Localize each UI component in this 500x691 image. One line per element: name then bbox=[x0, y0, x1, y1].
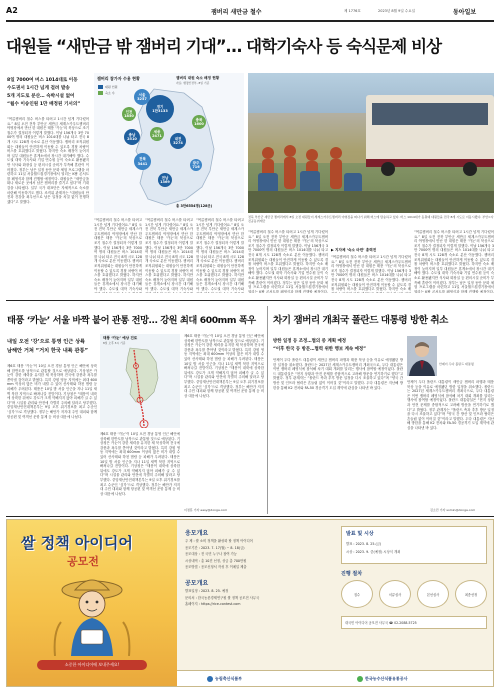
legend-swatch bbox=[98, 91, 103, 95]
sponsor-logo-1 bbox=[207, 676, 242, 682]
map-legend-source: 자료: 행정안전부, 8일 기준 bbox=[176, 81, 210, 85]
section-title: 잼버리 새만금 철수 bbox=[211, 9, 262, 16]
flow-step bbox=[417, 580, 449, 608]
issue-date: 2023년 8월 9일 수요일 bbox=[378, 9, 415, 13]
typhoon-body-col2: 제6호 태풍 ‘카눈’이 10일 오전 경남 통영 인근 해안에 상륙해 한반도를 남북으로 관통할 것으로 예상된다. 기상청은 카눈이 강한 세력을 유지한 채 북상하며 전국에 강풍과 폭우를 쏟아낼 것이라고 밝혔다. 특히 강원 영동 지역에는 최대 600mm 이상의 많은 비가 내릴 수 있어 산사태와 하천 범람 등 피해가 우려된다. 태풍은 10일 밤 서울 인근을 지나 11일 새벽 북한 지역으로 빠져나갈 전망이다. 기상청은 “태풍이 내륙에 상륙한 뒤에도 강도가 크게 약해지지 않아 피해가 클 수 있다”며 시설물 관리와 안전에 각별히 주의해 달라고 당부했다. 중앙재난안전대책본부는 9일 오후 위기경보를 최고 수준인 ‘심각’으로 격상했다. 정부는 해안가 저지대 주민 대피와 함께 항공편 및 여객선 운항 통제 등 비상 대응에 나섰다. bbox=[100, 432, 180, 496]
bubble-label: 충북 bbox=[195, 117, 203, 122]
apply-item: 시상내역 : 총 10건 선정, 상금 총 700만원 bbox=[185, 558, 247, 563]
flow-title: 진행 절차 bbox=[341, 571, 363, 577]
deck-line: 5개 지도로 분산… 숙박시설 없어 bbox=[7, 94, 75, 99]
apply-item: 응모기간 : 2023. 7. 17(월) ~ 8. 18(금) bbox=[185, 545, 245, 550]
flow-step-label: 본선심사 bbox=[426, 592, 440, 597]
paper-name: 동아일보 bbox=[453, 9, 477, 16]
bubble-jeonbuk bbox=[134, 153, 151, 170]
flow-step bbox=[379, 580, 411, 608]
rice-contest-ad bbox=[6, 519, 494, 687]
bubble-value: 1만3133 bbox=[152, 109, 168, 113]
sponsor-1-icon bbox=[207, 676, 213, 682]
flow-step-label: 접수 bbox=[353, 592, 361, 597]
bubble-daejeon bbox=[170, 133, 186, 149]
ad-title: 쌀 정책 아이디어 bbox=[21, 534, 133, 552]
bubble-label: 전북 bbox=[139, 157, 146, 162]
result-item: 시상 : 2023. 9. 중(예정) 시상식 개최 bbox=[346, 550, 401, 554]
top-story-body-col3: “여름잼버리 철수 버스를 타려고 1시간 넘게 기다렸어요.” 8일 오전 전북 부안군 새만금 세계스카우트잼버리 야영장에서 만난 한 대원은 태풍 ‘카눈’의 북상으로 조기 철수가 결정되자 이렇게 말했다. 이날 156개국 3만 7000여 명의 대원들은 버스 1014대를 나눠 타고 전국 8개 시도 128개 숙소로 분산 이동했다. 잼버리 조직위원회는 대원들이 안전하게 이동할 수 있도록 경찰 차량이 버스를 호위했다고 밝혔다. 하지만 숙소 배정이 늦어지며 일부 대원들은 휴게소에서 장시간 대기해야 했다. 수도권 대학 기숙사와 bbox=[145, 218, 193, 291]
flow-steps bbox=[341, 580, 487, 610]
deck-line: 8일 7000여 버스 1014대로 이동 bbox=[7, 78, 78, 83]
bubble-label: 경기 bbox=[156, 104, 164, 109]
bubble-gwangju bbox=[190, 159, 202, 171]
page-number: A2 bbox=[6, 6, 18, 15]
bubble-chungnam bbox=[124, 129, 140, 145]
deck-line: 수도권서 1시간 넘게 걸려 발송 bbox=[7, 86, 70, 91]
apply-item: 응모방법 : 응모신청서 작성 후 이메일 제출 bbox=[185, 565, 247, 569]
apply-title: 응모개요 bbox=[185, 530, 209, 537]
bubble-value: 716 bbox=[192, 165, 200, 169]
ad-footer bbox=[177, 670, 494, 687]
sponsor-logo-2 bbox=[357, 676, 408, 682]
deck-line: 방한 일정 등 조정…협의 중 계획 예정 bbox=[273, 339, 346, 344]
prize-item: 발표일정 : 2023. 8. 25. 예정 bbox=[185, 589, 229, 593]
poland-headline: 차기 잼버리 개최국 폴란드 대통령 방한 취소 bbox=[273, 315, 448, 326]
president-photo bbox=[407, 336, 437, 376]
bubble-value: 2510 bbox=[127, 137, 137, 141]
bubble-value: 3441 bbox=[137, 161, 148, 166]
bubble-label: 인천 bbox=[125, 109, 133, 114]
ad-separator bbox=[6, 516, 494, 517]
apply-list bbox=[185, 538, 335, 571]
poland-body-col1: 안제이 두다 폴란드 대통령이 새만금 잼버리 파행과 태풍 북상 등을 이유로 예정됐던 방한 일정을 취소했다. 폴란드는 2027년 세계스카우트잼버리 개최국으로, 두다 대통령은 이번 잼버리 폐영식에 참석해 차기 대회 개최를 알리는 행사에 참여할 예정이었다. 폴란드 대통령실은 “현지 상황과 안전 문제를 종합적으로 고려해 방문을 연기하기로 했다”고 밝혔다. 정부 관계자는 “폴란드 측과 추후 방문 일정을 다시 조율하고 있다”며 “양국 간 방산 및 인프라 협력은 흔들림 없이 이어질 것”이라고 말했다. 두다 대통령은 지난해 방한을 통해 K2 전차와 FA-50 경공격기 도입 계약에 관심을 나타낸 바 있다. bbox=[273, 358, 403, 390]
result-box bbox=[341, 526, 487, 564]
bubble-value: 2471 bbox=[152, 134, 162, 138]
bubble-value: 3274 bbox=[173, 141, 183, 145]
typhoon-path-drawing bbox=[100, 344, 180, 428]
masthead bbox=[6, 5, 494, 19]
poland-deck bbox=[273, 338, 403, 354]
legend-swatch bbox=[98, 85, 103, 89]
top-story-body-col5: “여름잼버리 철수 버스를 타려고 1시간 넘게 기다렸어요.” 8일 오전 전북 부안군 새만금 세계스카우트잼버리 야영장에서 만난 한 대원은 태풍 ‘카눈’의 북상으로 조기 철수가 결정되자 이렇게 말했다. 이날 156개국 3만 7000여 명의 대원들은 버스 1014대를 나눠 타고 전국 8개 시도 128개 숙소로 분산 이동했다. 잼버리 조직위원회는 대원들이 안전하게 이동할 수 있도록 경찰 차량이 버스를 호위했다고 밝혔다. 하지만 숙소 배정이 늦어지며 일부 대원들은 휴게소에서 장시간 대기해야 했다. 수도권 대학 기숙사와 기업 연수원 등이 숙소로 활용됐지만 식사와 화장실 등 편의시설 준비가 부족해 혼란이 이어졌다. 정부는 남은 일정 동안 문화 체험 프로그램을 마련하고 11일 서울월드컵경기장에서 열리는 K팝 콘서트를 폐영식과 함께 진행할 예정이다. bbox=[248, 230, 328, 293]
portrait-illustration bbox=[407, 336, 437, 376]
map-legend-title: 잼버리 대원 숙소 배정 현황 bbox=[176, 76, 220, 80]
photo-caption: 전북 부안군 새만금 잼버리에서 8일 오전 대원들이 세계스카우트잼버리 야영장을 떠나기 위해 버스에 탑승하고 있다. 버스 1014대가 동원돼 대원들을 전국 8개 시도로 이동시켰다. 부안=사진공동취재단 bbox=[248, 215, 494, 223]
ad-title-2: 공모전 bbox=[67, 555, 99, 568]
prize-list bbox=[185, 588, 335, 608]
typhoon-body-col3: 제6호 태풍 ‘카눈’이 10일 오전 경남 통영 인근 해안에 상륙해 한반도를 남북으로 관통할 것으로 예상된다. 기상청은 카눈이 강한 세력을 유지한 채 북상하며 전국에 강풍과 폭우를 쏟아낼 것이라고 밝혔다. 특히 강원 영동 지역에는 최대 600mm 이상의 많은 비가 내릴 수 있어 산사태와 하천 범람 등 피해가 우려된다. 태풍은 10일 밤 서울 인근을 지나 11일 새벽 북한 지역으로 빠져나갈 전망이다. 기상청은 “태풍이 내륙에 상륙한 뒤에도 강도가 크게 약해지지 않아 피해가 클 수 있다”며 시설물 관리와 안전에 각별히 주의해 달라고 당부했다. 중앙재난안전대책본부는 9일 오후 위기경보를 최고 수준인 ‘심각’으로 격상했다. 정부는 해안가 저지대 주민 대피와 함께 항공편 및 여객선 운항 통제 등 비상 대응에 나섰다. bbox=[184, 334, 264, 398]
farmer-character-illustration bbox=[47, 572, 137, 656]
typhoon-byline: 이정훈 기자 easy@donga.com bbox=[184, 508, 228, 512]
ad-contact: 대국민 아이디어 공모전 사무국 ☎ 02-2088-5725 bbox=[341, 616, 487, 629]
apply-item: 응모대상 : 전 국민 누구나 참여 가능 bbox=[185, 552, 237, 556]
sponsor-2-name: 한국농수산식품유통공사 bbox=[365, 676, 408, 681]
bubble-label: 세종 bbox=[153, 129, 161, 134]
typhoon-headline: 태풍 ‘카눈’ 서울 바짝 붙어 관통 전망… 강원 최대 600mm 폭우 bbox=[7, 315, 256, 326]
bubble-seoul bbox=[134, 89, 150, 105]
legend-label: 대원 인원 bbox=[105, 85, 118, 89]
typhoon-track-map bbox=[100, 334, 180, 428]
result-title: 발표 및 시상 bbox=[346, 531, 374, 537]
legend-label: 숙소 수 bbox=[105, 91, 115, 95]
flow-step-label: 최종선정 bbox=[464, 592, 478, 597]
bubble-label: 전남 bbox=[161, 175, 169, 180]
typhoon-map-subtitle: 8일 오후 3시 기준 bbox=[103, 341, 126, 345]
typhoon-map-title: 태풍 ‘카눈’ 예상 진로 bbox=[103, 336, 138, 340]
deck-line: 내일 오전 ‘강’으로 통영 인근 상륙 bbox=[7, 339, 86, 345]
bubble-value: 1600 bbox=[194, 122, 204, 126]
bubble-label: 서울 bbox=[138, 92, 146, 97]
bubble-value: 3257 bbox=[137, 97, 147, 101]
flow-step bbox=[341, 580, 373, 608]
bubble-chungbuk bbox=[192, 115, 206, 129]
poland-body-col2: 안제이 두다 폴란드 대통령이 새만금 잼버리 파행과 태풍 북상 등을 이유로 예정됐던 방한 일정을 취소했다. 폴란드는 2027년 세계스카우트잼버리 개최국으로, 두다 대통령은 이번 잼버리 폐영식에 참석해 차기 대회 개최를 알리는 행사에 참여할 예정이었다. 폴란드 대통령실은 “현지 상황과 안전 문제를 종합적으로 고려해 방문을 연기하기로 했다”고 밝혔다. 정부 관계자는 “폴란드 측과 추후 방문 일정을 다시 조율하고 있다”며 “양국 간 방산 및 인프라 협력은 흔들림 없이 이어질 것”이라고 말했다. 두다 대통령은 지난해 방한을 통해 K2 전차와 FA-50 경공격기 도입 계약에 관심을 나타낸 바 있다. bbox=[407, 380, 494, 430]
jamboree-map-graphic bbox=[94, 73, 244, 213]
top-story-body-col2: “여름잼버리 철수 버스를 타려고 1시간 넘게 기다렸어요.” 8일 오전 전북 부안군 새만금 세계스카우트잼버리 야영장에서 만난 한 대원은 태풍 ‘카눈’의 북상으로 조기 철수가 결정되자 이렇게 말했다. 이날 156개국 3만 7000여 명의 대원들은 버스 1014대를 나눠 타고 전국 8개 시도 128개 숙소로 분산 이동했다. 잼버리 조직위원회는 대원들이 안전하게 이동할 수 있도록 경찰 차량이 버스를 호위했다고 밝혔다. 하지만 숙소 배정이 늦어지며 일부 대원들은 휴게소에서 장시간 대기해야 했다. 수도권 대학 기숙사와 bbox=[94, 218, 142, 291]
column-divider bbox=[267, 306, 268, 514]
section-rule bbox=[6, 300, 494, 301]
sponsor-1-name: 농림축산식품부 bbox=[215, 676, 243, 681]
top-story-body-col1: “여름잼버리 철수 버스를 타려고 1시간 넘게 기다렸어요.” 8일 오전 전북 부안군 새만금 세계스카우트잼버리 야영장에서 만난 한 대원은 태풍 ‘카눈’의 북상으로 조기 철수가 결정되자 이렇게 말했다. 이날 156개국 3만 7000여 명의 대원들은 버스 1014대를 나눠 타고 전국 8개 시도 128개 숙소로 분산 이동했다. 잼버리 조직위원회는 대원들이 안전하게 이동할 수 있도록 경찰 차량이 버스를 호위했다고 밝혔다. 하지만 숙소 배정이 늦어지며 일부 대원들은 휴게소에서 장시간 대기해야 했다. 수도권 대학 기숙사와 기업 연수원 등이 숙소로 활용됐지만 식사와 화장실 등 편의시설 준비가 부족해 혼란이 이어졌다. 정부는 남은 일정 동안 문화 체험 프로그램을 마련하고 11일 서울월드컵경기장에서 열리는 K팝 콘서트를 폐영식과 함께 진행할 예정이다. 대원들은 “새만금을 떠나 새로운 곳에서 남은 잼버리를 즐기고 싶다”며 기대감을 나타냈다. 일부 국가 대표단은 자체적으로 숙소를 마련해 이동하기도 했다. 조직위 관계자는 “대원들의 안전과 건강을 최우선으로 남은 일정을 차질 없이 진행하겠다”고 말했다. bbox=[7, 117, 89, 204]
section-subhead: ▶ 지자체 ‘숙소 마련’ 총력전 bbox=[331, 248, 377, 252]
ad-tagline: 소중한 아이디어에 보내주세요! bbox=[37, 660, 147, 670]
top-story-body-col6: “여름잼버리 철수 버스를 타려고 1시간 넘게 기다렸어요.” 8일 오전 전북 부안군 새만금 세계스카우트잼버리 야영장에서 만난 한 대원은 태풍 ‘카눈’의 북상으로 조기 철수가 결정되자 이렇게 말했다. 이날 156개국 3만 7000여 명의 대원들은 버스 1014대를 나눠 타고 전국 8개 시도 128개 숙소로 분산 이동했다. 잼버리 조직위원회는 대원들이 안전하게 이동할 수 있도록 경찰 차량이 버스를 호위했다고 밝혔다. 하지만 숙소 배 bbox=[331, 255, 411, 292]
bubble-value: 1850 bbox=[124, 114, 134, 118]
flow-step bbox=[455, 580, 487, 608]
flow-step-label: 서류심사 bbox=[388, 592, 402, 597]
typhoon-deck bbox=[7, 338, 97, 356]
bubble-label: 광주 bbox=[192, 160, 200, 165]
result-item: 발표 : 2023. 8. 25.(금) bbox=[346, 542, 382, 546]
sponsor-2-icon bbox=[357, 676, 363, 682]
top-story-body-col7: “여름잼버리 철수 버스를 타려고 1시간 넘게 기다렸어요.” 8일 오전 전북 부안군 새만금 세계스카우트잼버리 야영장에서 만난 한 대원은 태풍 ‘카눈’의 북상으로 조기 철수가 결정되자 이렇게 말했다. 이날 156개국 3만 7000여 명의 대원들은 버스 1014대를 나눠 타고 전국 8개 시도 128개 숙소로 분산 이동했다. 잼버리 조직위원회는 대원들이 안전하게 이동할 수 있도록 경찰 차량이 버스를 호위했다고 밝혔다. 하지만 숙소 배정이 늦어지며 일부 대원들은 휴게소에서 장시간 대기해야 했다. 수도권 대학 기숙사와 기업 연수원 등이 숙소로 활용됐지만 식사와 화장실 등 편의시설 준비가 부족해 혼란이 이어졌다. 정부는 남은 일정 동안 문화 체험 프로그램을 마련하고 11일 서울월드컵경기장에서 열리는 K팝 콘서트를 폐영식과 함께 진행할 예정이다. bbox=[414, 230, 494, 293]
bubble-jeonnam bbox=[158, 173, 172, 187]
bus-boarding-photo bbox=[248, 73, 494, 213]
photo-illustration bbox=[248, 73, 494, 213]
prize-item: 홈페이지 : https://rice-contest.com bbox=[185, 602, 241, 606]
president-photo-caption: 안제이 두다 폴란드 대통령 bbox=[439, 362, 474, 366]
map-title: 잼버리 참가자 수용 현황 bbox=[97, 76, 140, 81]
apply-item: 주 제 : 쌀 소비 정책을 활성화 할 정책 아이디어 bbox=[185, 539, 253, 543]
typhoon-body-col1: 제6호 태풍 ‘카눈’이 10일 오전 경남 통영 인근 해안에 상륙해 한반도를 남북으로 관통할 것으로 예상된다. 기상청은 카눈이 강한 세력을 유지한 채 북상하며 전국에 강풍과 폭우를 쏟아낼 것이라고 밝혔다. 특히 강원 영동 지역에는 최대 600mm 이상의 많은 비가 내릴 수 있어 산사태와 하천 범람 등 피해가 우려된다. 태풍은 10일 밤 서울 인근을 지나 11일 새벽 북한 지역으로 빠져나갈 전망이다. 기상청은 “태풍이 내륙에 상륙한 뒤에도 강도가 크게 약해지지 않아 피해가 클 수 있다”며 시설물 관리와 안전에 각별히 주의해 달라고 당부했다. 중앙재난안전대책본부는 9일 오후 위기경보를 최고 수준인 ‘심각’으로 격상했다. 정부는 해안가 저지대 주민 대피와 함께 항공편 및 여객선 운항 통제 등 비상 대응에 나섰다. bbox=[7, 364, 97, 419]
masthead-rule bbox=[6, 20, 494, 22]
prize-title: 공모개요 bbox=[185, 580, 209, 587]
top-story-body-col4: “여름잼버리 철수 버스를 타려고 1시간 넘게 기다렸어요.” 8일 오전 전북 부안군 새만금 세계스카우트잼버리 야영장에서 만난 한 대원은 태풍 ‘카눈’의 북상으로 조기 철수가 결정되자 이렇게 말했다. 이날 156개국 3만 7000여 명의 대원들은 버스 1014대를 나눠 타고 전국 8개 시도 128개 숙소로 분산 이동했다. 잼버리 조직위원회는 대원들이 안전하게 이동할 수 있도록 경찰 차량이 버스를 호위했다고 밝혔다. 하지만 숙소 배정이 늦어지며 일부 대원들은 휴게소에서 장시간 대기해야 했다. 수도권 대학 기숙사와 bbox=[196, 218, 244, 291]
bubble-incheon bbox=[122, 107, 136, 121]
poland-byline: 김소민 기자 somin@donga.com bbox=[430, 508, 476, 512]
prize-item: 문의처 : 한국농촌경제연구원 쌀 정책 공모전 사무국 bbox=[185, 595, 260, 600]
top-headline: 대원들 “새만금 밖 잼버리 기대”… 대학기숙사 등 숙식문제 비상 bbox=[6, 37, 442, 56]
deck-line: “이후 한국 등 방문…협력 위한 행보 계속 예정” bbox=[273, 347, 366, 352]
bubble-label: 충남 bbox=[128, 132, 136, 137]
bubble-gyeonggi bbox=[146, 95, 174, 123]
bubble-sejong bbox=[150, 127, 164, 141]
deck-line: 남해안 거쳐 “거치 한국 내륙 관통” bbox=[7, 348, 88, 354]
map-total: 총 3만6554명(128곳) bbox=[176, 204, 213, 208]
issue-number: 제 1776호 bbox=[344, 9, 361, 13]
bubble-value: 1369 bbox=[160, 180, 170, 184]
bubble-label: 대전 bbox=[174, 136, 182, 141]
deck-line: “월수 이송인원 1만 배정된 기서의” bbox=[7, 102, 81, 107]
top-deck bbox=[7, 77, 89, 109]
